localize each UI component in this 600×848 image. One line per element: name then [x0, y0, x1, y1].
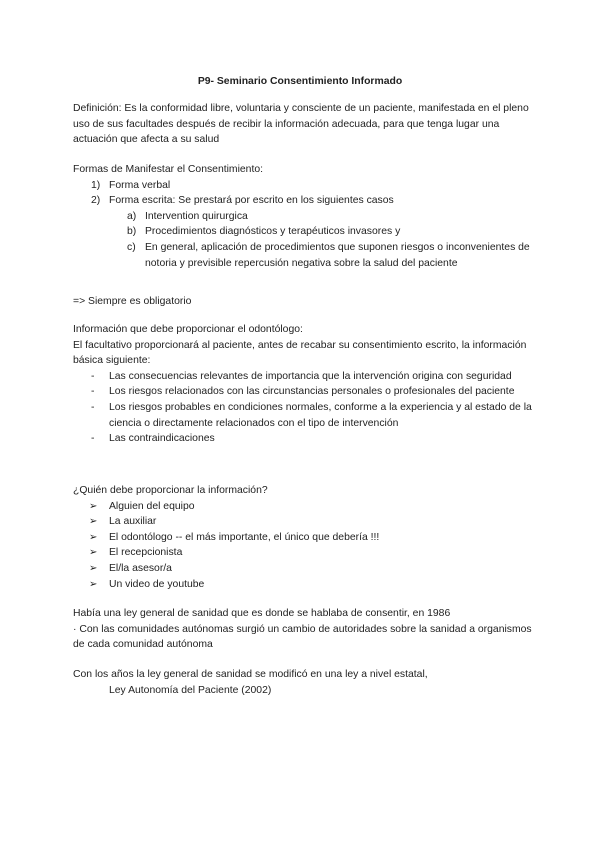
page-title: P9- Seminario Consentimiento Informado: [197, 76, 403, 87]
arrow-bullet-icon: ➢: [89, 500, 98, 512]
numbered-item: [73, 178, 533, 194]
siempre-text: => Siempre es obligatorio: [73, 296, 192, 307]
informacion-intro: El facultativo proporcionará al paciente, antes de recabar su consentimiento escrito, la información básica siguiente:: [73, 339, 527, 367]
ley-line-1: Había una ley general de sanidad que es donde se hablaba de consentir, en 1986: [73, 608, 451, 619]
lettered-item: [73, 224, 533, 240]
ley-line-2: · Con las comunidades autónomas surgió un cambio de autoridades sobre la sanidad a organismos de cada comunidad autónoma: [73, 623, 532, 651]
numbered-item: [73, 193, 533, 209]
definition-text: Definición: Es la conformidad libre, voluntaria y consciente de un paciente, manifestada en el pleno uso de sus facultades después de recibir la información adecuada, para que tenga lugar una actuación que afecta a su salud: [73, 103, 529, 146]
list-item-text: El/la asesor/a: [109, 562, 172, 574]
formas-section: [73, 162, 533, 271]
list-item-text: Un video de youtube: [109, 578, 205, 590]
list-marker: 1): [91, 179, 101, 191]
arrow-item: [73, 530, 533, 546]
arrow-bullet-icon: ➢: [89, 531, 98, 543]
list-marker: a): [127, 210, 137, 222]
arrow-bullet-icon: ➢: [89, 562, 98, 574]
formas-heading: Formas de Manifestar el Consentimiento:: [73, 164, 263, 175]
dash-item: [73, 384, 533, 400]
anios-paragraph: [73, 667, 533, 698]
list-item-text: Las consecuencias relevantes de importancia que la intervención origina con seguridad: [109, 370, 512, 382]
definition-paragraph: [73, 101, 533, 148]
list-item-text: Forma escrita: Se prestará por escrito en los siguientes casos: [109, 195, 394, 207]
lettered-item: [73, 209, 533, 225]
informacion-section: [73, 322, 533, 447]
arrow-item: [73, 499, 533, 515]
arrow-item: [73, 545, 533, 561]
dash-item: [73, 400, 533, 431]
arrow-item: [73, 561, 533, 577]
dash-item: [73, 431, 533, 447]
list-item-text: El odontólogo -- el más importante, el único que debería !!!: [109, 531, 380, 543]
dash-item: [73, 369, 533, 385]
anios-line-2: Ley Autonomía del Paciente (2002): [109, 684, 272, 696]
arrow-bullet-icon: ➢: [89, 578, 98, 590]
list-marker: -: [91, 370, 95, 382]
list-item-text: Intervention quirurgica: [145, 210, 248, 222]
anios-line-1: Con los años la ley general de sanidad se modificó en una ley a nivel estatal,: [73, 669, 428, 680]
lettered-item: [73, 240, 533, 271]
informacion-heading: Información que debe proporcionar el odontólogo:: [73, 324, 303, 335]
siempre-line: [73, 294, 533, 310]
list-item-text: Alguien del equipo: [109, 500, 195, 512]
arrow-bullet-icon: ➢: [89, 547, 98, 559]
list-marker: -: [91, 386, 95, 398]
arrow-item: [73, 514, 533, 530]
list-item-text: En general, aplicación de procedimientos que suponen riesgos o inconvenientes de notoria y previsible repercusión negativa sobre la salud del paciente: [145, 241, 530, 269]
list-item-text: Procedimientos diagnósticos y terapéuticos invasores y: [145, 226, 401, 238]
quien-heading: ¿Quién debe proporcionar la información?: [73, 485, 268, 496]
arrow-bullet-icon: ➢: [89, 516, 98, 528]
list-item-text: El recepcionista: [109, 547, 183, 559]
ley-paragraph: [73, 606, 533, 653]
list-item-text: Los riesgos probables en condiciones normales, conforme a la experiencia y al estado de la ciencia o directamente relacionados con el tipo de intervención: [109, 401, 532, 429]
list-item-text: Los riesgos relacionados con las circunstancias personales o profesionales del paciente: [109, 386, 515, 398]
list-marker: b): [127, 226, 137, 238]
list-marker: -: [91, 433, 95, 445]
list-item-text: La auxiliar: [109, 516, 157, 528]
list-item-text: Las contraindicaciones: [109, 433, 215, 445]
list-marker: c): [127, 241, 136, 253]
quien-section: [73, 483, 533, 592]
arrow-item: [73, 577, 533, 593]
list-item-text: Forma verbal: [109, 179, 171, 191]
list-marker: 2): [91, 195, 101, 207]
list-marker: -: [91, 401, 95, 413]
